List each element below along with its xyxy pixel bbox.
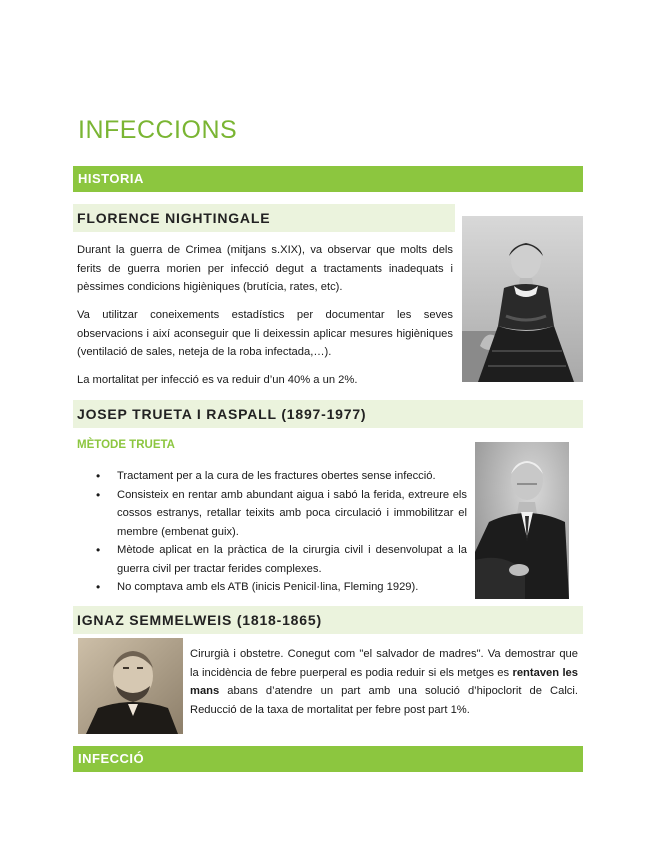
trueta-bullet-list	[77, 467, 467, 597]
nightingale-paragraph-2: Va utilitzar coneixements estadístics per documentar les seves observacions i així aconseguir que li deixessin aplicar mesures higièniques (ventilació de sales, neteja de la roba infectada,…).	[77, 309, 453, 358]
page-title: INFECCIONS	[78, 116, 238, 144]
semmelweis-text-bold: rentaven les mans	[190, 666, 578, 697]
heading-florence-nightingale: FLORENCE NIGHTINGALE	[73, 204, 455, 232]
list-item: • Mètode aplicat en la pràctica de la cirurgia civil i desenvolupat a la guerra civil per tractar ferides complexes.	[77, 541, 467, 578]
section-header-historia: HISTORIA	[73, 166, 583, 192]
section-header-infeccio: INFECCIÓ	[73, 746, 583, 772]
list-item: • No comptava amb els ATB (inicis Penicil·lina, Fleming 1929).	[77, 578, 467, 597]
subheading-metode-trueta: MÈTODE TRUETA	[77, 439, 175, 451]
heading-josep-trueta: JOSEP TRUETA I RASPALL (1897-1977)	[73, 400, 583, 428]
nightingale-paragraph-3: La mortalitat per infecció es va reduir d’un 40% a un 2%.	[77, 374, 358, 386]
list-item: • Consisteix en rentar amb abundant aigua i sabó la ferida, extreure els cossos estranys, retallar teixits amb poca circulació i immobilitzar el membre (embenat guix).	[77, 486, 467, 542]
heading-ignaz-semmelweis: IGNAZ SEMMELWEIS (1818-1865)	[73, 606, 583, 634]
semmelweis-paragraph	[190, 645, 578, 719]
semmelweis-text-end: abans d’atendre un part amb una solució d’hipoclorit de Calci. Reducció de la taxa de mortalitat per febre post part 1%.	[190, 685, 578, 716]
list-item: • Tractament per a la cura de les fractures obertes sense infecció.	[77, 467, 467, 486]
semmelweis-text-start: Cirurgià i obstetre. Conegut com "el salvador de madres". Va demostrar que la incidència de febre puerperal es podia reduir si els metges es	[190, 648, 578, 679]
photo-josep-trueta	[475, 442, 569, 599]
nightingale-paragraph-1: Durant la guerra de Crimea (mitjans s.XIX), va observar que molts dels ferits de guerra morien per infecció degut a tractaments inadequats i pèssimes condicions higièniques (brutícia, rates, etc).	[77, 244, 453, 293]
photo-florence-nightingale	[462, 216, 583, 382]
photo-ignaz-semmelweis	[78, 638, 183, 734]
